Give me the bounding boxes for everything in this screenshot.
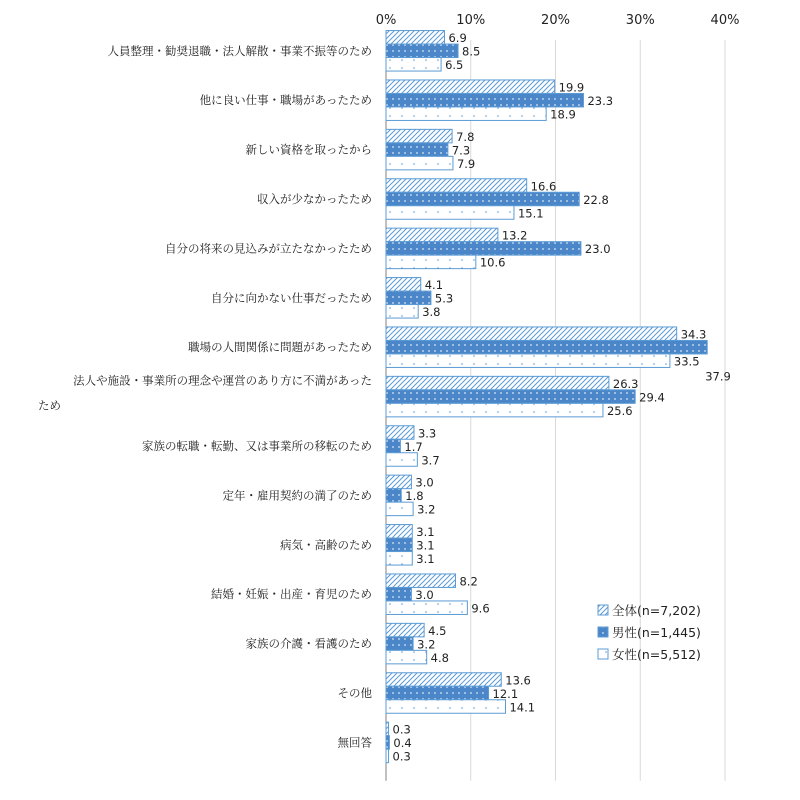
legend-swatch [598, 627, 608, 637]
bar [386, 700, 505, 714]
value-label: 3.7 [421, 453, 440, 468]
value-label: 18.9 [550, 107, 576, 122]
x-tick-label: 0% [375, 13, 397, 28]
bar [386, 228, 498, 242]
legend-label: 全体(n=7,202) [612, 603, 701, 618]
legend [598, 603, 701, 662]
x-tick-label: 30% [625, 13, 655, 28]
category-label: 法人や施設・事業所の理念や運営のあり方に不満があった [73, 373, 372, 388]
value-label: 23.0 [584, 242, 611, 257]
legend-label: 男性(n=1,445) [612, 625, 701, 640]
value-label: 6.9 [448, 31, 467, 46]
x-tick-label: 20% [541, 13, 570, 28]
category-label: 家族の介護・看護のため [245, 636, 372, 651]
bar [386, 489, 401, 503]
value-label: 14.1 [509, 700, 536, 715]
category-label: 新しい資格を取ったから [245, 142, 372, 157]
value-label: 1.7 [404, 439, 423, 454]
value-label: 15.1 [517, 206, 544, 221]
bar [386, 403, 603, 417]
value-label: 4.1 [424, 278, 444, 293]
category-axis [38, 44, 372, 750]
bar [386, 574, 455, 588]
bar [386, 31, 444, 45]
value-label: 3.0 [415, 587, 434, 602]
value-label: 33.5 [673, 354, 700, 369]
category-label: 収入が少なかったため [257, 192, 372, 206]
value-label: 3.2 [417, 502, 436, 517]
value-label: 7.3 [451, 143, 471, 158]
value-label: 8.5 [462, 44, 481, 59]
legend-swatch [598, 649, 608, 659]
category-label: 結婚・妊娠・出産・育児のため [211, 587, 372, 602]
category-label: 人員整理・勧奨退職・法人解散・事業不振等のため [107, 43, 372, 58]
bar [386, 129, 452, 143]
value-label: 9.6 [471, 601, 490, 616]
bar [386, 44, 458, 58]
value-label: 4.5 [428, 623, 447, 638]
bar [386, 390, 635, 404]
bar [386, 93, 583, 107]
value-label: 3.1 [416, 552, 435, 567]
value-label: 16.6 [530, 179, 557, 194]
x-tick-label: 10% [456, 13, 486, 28]
bar [386, 426, 414, 440]
category-label: 病気・高齢のため [280, 537, 372, 552]
value-label: 3.0 [415, 475, 434, 490]
bar [386, 255, 476, 269]
bar [386, 58, 441, 72]
bar [386, 439, 400, 453]
value-label: 0.3 [392, 722, 411, 737]
x-axis [376, 13, 740, 28]
value-label: 12.1 [492, 686, 519, 701]
value-label: 0.4 [393, 736, 412, 751]
bar [386, 650, 427, 664]
bar [386, 538, 412, 552]
value-label: 26.3 [612, 376, 639, 391]
legend-label: 女性(n=5,512) [612, 647, 701, 662]
category-label: その他 [337, 686, 372, 700]
value-label: 3.2 [417, 637, 436, 652]
category-label: 他に良い仕事・職場があったため [199, 93, 372, 108]
value-label: 1.8 [405, 489, 424, 504]
bar [386, 552, 412, 566]
bar [386, 686, 489, 700]
bar [386, 156, 453, 170]
value-label: 13.6 [505, 673, 531, 688]
bar [386, 673, 501, 687]
value-label: 25.6 [606, 403, 633, 418]
bar [386, 80, 555, 94]
bar [386, 179, 527, 193]
bar [386, 453, 417, 467]
bar [386, 637, 413, 651]
value-label: 0.3 [392, 749, 411, 764]
value-label: 22.8 [583, 192, 609, 207]
category-label: 自分の将来の見込みが立たなかったため [165, 241, 372, 256]
bar [386, 206, 514, 220]
legend-swatch [598, 605, 608, 615]
value-label: 10.6 [479, 255, 506, 270]
value-label: 13.2 [501, 228, 528, 243]
value-label: 19.9 [558, 80, 585, 95]
value-label: 29.4 [639, 390, 665, 405]
category-label-line2: ため [38, 398, 61, 413]
bar [386, 291, 431, 305]
value-label: 3.1 [416, 538, 435, 553]
value-label: 34.3 [680, 327, 707, 342]
bar [386, 587, 411, 601]
bar [386, 502, 413, 516]
category-label: 無回答 [337, 735, 372, 750]
value-label: 4.8 [430, 650, 449, 665]
value-label: 3.1 [416, 525, 435, 540]
x-tick-label: 40% [710, 13, 740, 28]
bar [386, 376, 609, 390]
bar [386, 107, 546, 121]
category-label: 定年・雇用契約の満了のため [222, 488, 372, 503]
value-label: 7.8 [456, 129, 475, 144]
category-label: 家族の転職・転勤、又は事業所の移転のため [142, 439, 372, 453]
value-label: 37.9 [705, 369, 731, 384]
bar [386, 525, 412, 539]
bar [386, 278, 421, 292]
bar [386, 242, 581, 256]
value-label: 7.9 [456, 156, 476, 171]
bar [386, 736, 389, 750]
bar [386, 143, 448, 157]
bar [386, 722, 389, 736]
value-label: 6.5 [445, 58, 464, 73]
bar [386, 601, 467, 615]
bar [386, 749, 389, 763]
value-label: 8.2 [459, 574, 478, 589]
value-label: 3.3 [417, 426, 437, 441]
category-label: 職場の人間関係に問題があったため [188, 340, 372, 355]
bar [386, 623, 424, 637]
value-label: 5.3 [434, 291, 454, 306]
bar [386, 475, 411, 489]
bar [386, 305, 418, 319]
value-label: 23.3 [587, 93, 614, 108]
bar [386, 192, 579, 206]
bar [386, 354, 670, 368]
value-label: 3.8 [422, 305, 441, 320]
bar [386, 340, 707, 354]
category-label: 自分に向かない仕事だったため [211, 290, 372, 305]
bar [386, 327, 677, 341]
